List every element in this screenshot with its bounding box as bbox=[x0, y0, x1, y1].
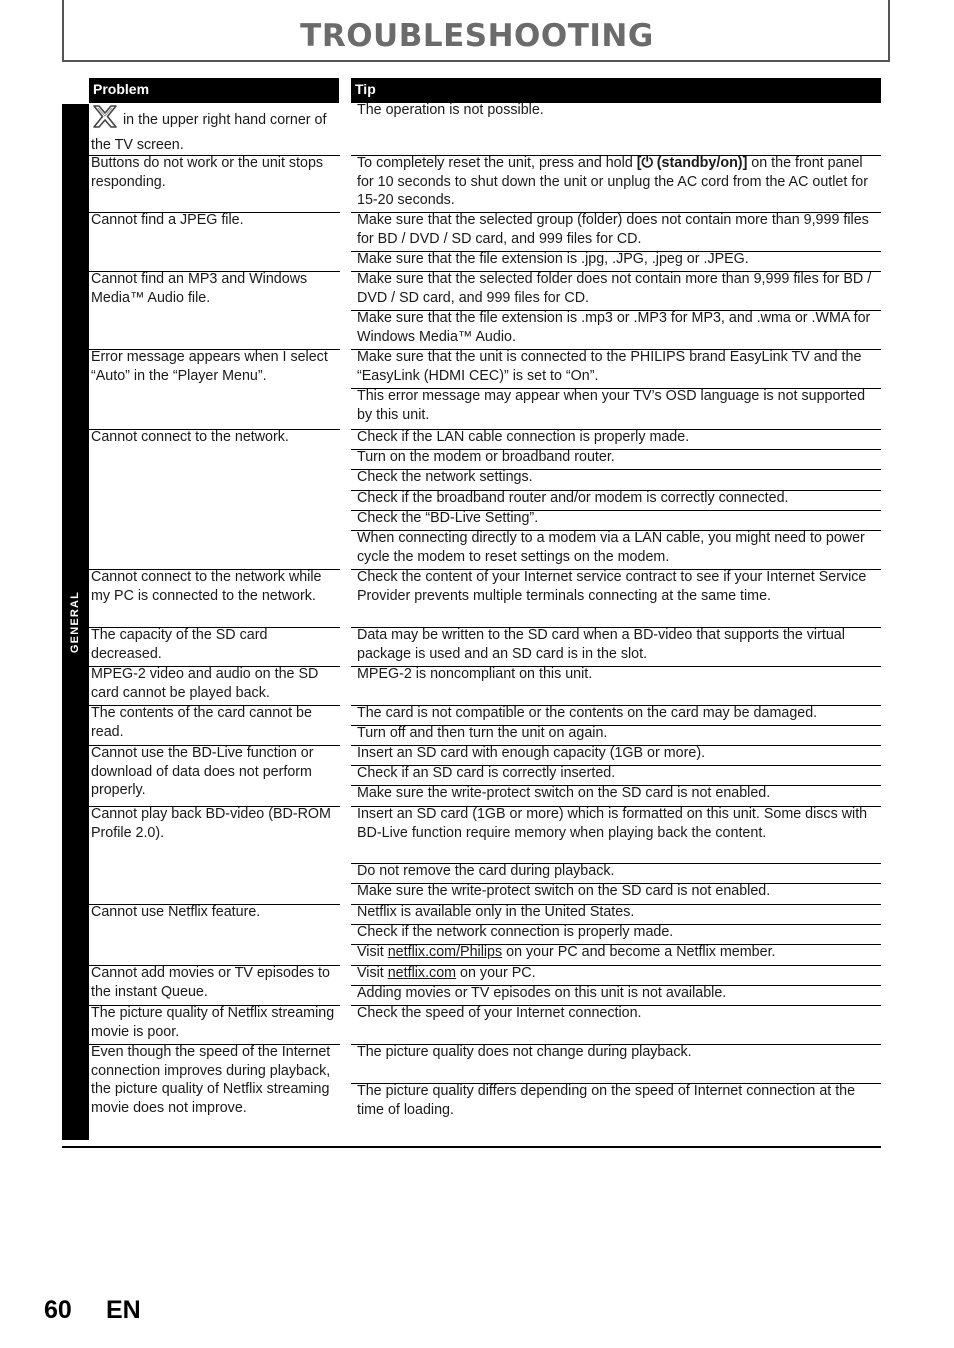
tip-text: Insert an SD card (1GB or more) which is formatted on this unit. Some discs with BD-Live function require memory when playing back the content. bbox=[357, 806, 868, 841]
tip-text: When connecting directly to a modem via a LAN cable, you might need to power cycle the modem to reset settings on the modem. bbox=[357, 530, 865, 565]
problem-cell: The contents of the card cannot be read. bbox=[91, 705, 312, 740]
tip-text: This error message may appear when your TV’s OSD language is not supported by this unit. bbox=[357, 388, 866, 423]
tip-text bbox=[357, 154, 881, 210]
tip-text: MPEG-2 is noncompliant on this unit. bbox=[357, 666, 593, 682]
standby-button-label: [⏻ (standby/on)] bbox=[636, 155, 748, 171]
column-header-problem: Problem bbox=[89, 78, 339, 103]
page-title: TROUBLESHOOTING bbox=[300, 18, 654, 54]
tip-text: The card is not compatible or the contents on the card may be damaged. bbox=[357, 705, 818, 721]
tip-text: The picture quality differs depending on the speed of Internet connection at the time of loading. bbox=[357, 1083, 856, 1118]
tip-text: Make sure that the file extension is .mp3 or .MP3 for MP3, and .wma or .WMA for Windows Media™ Audio. bbox=[357, 310, 871, 345]
tip-text: Make sure that the selected folder does not contain more than 9,999 files for BD / DVD / SD card, and 999 files for CD. bbox=[357, 271, 872, 306]
netflix-link[interactable]: netflix.com/Philips bbox=[387, 944, 503, 960]
problem-cell bbox=[91, 104, 339, 154]
tip-text: Turn on the modem or broadband router. bbox=[357, 449, 615, 465]
tip-text: Insert an SD card with enough capacity (1GB or more). bbox=[357, 745, 706, 761]
column-header-tip: Tip bbox=[351, 78, 881, 103]
problem-cell: Cannot find a JPEG file. bbox=[91, 212, 244, 228]
tip-text-part: on your PC. bbox=[456, 965, 536, 981]
tip-text: The operation is not possible. bbox=[357, 102, 544, 118]
tip-text-part: Visit bbox=[357, 944, 388, 960]
tip-text: Check the content of your Internet service contract to see if your Internet Service Provider prevents multiple terminals connecting at the same time. bbox=[357, 569, 867, 604]
problem-cell: Even though the speed of the Internet connection improves during playback, the picture quality of Netflix streaming movie does not improve. bbox=[91, 1044, 331, 1116]
tip-text: Adding movies or TV episodes on this unit is not available. bbox=[357, 985, 727, 1001]
table-bottom-rule bbox=[62, 1146, 881, 1148]
problem-cell: Cannot find an MP3 and Windows Media™ Audio file. bbox=[91, 271, 308, 306]
tip-text: Turn off and then turn the unit on again. bbox=[357, 725, 608, 741]
problem-cell: Cannot connect to the network while my PC is connected to the network. bbox=[91, 569, 322, 604]
problem-cell: Cannot add movies or TV episodes to the instant Queue. bbox=[91, 965, 330, 1000]
tip-text: Check if an SD card is correctly inserted. bbox=[357, 765, 616, 781]
tip-text: Check if the broadband router and/or modem is correctly connected. bbox=[357, 490, 789, 506]
tip-text bbox=[357, 943, 881, 962]
tip-text: Do not remove the card during playback. bbox=[357, 863, 615, 879]
problem-cell: The picture quality of Netflix streaming movie is poor. bbox=[91, 1005, 335, 1040]
tip-text: Make sure that the unit is connected to the PHILIPS brand EasyLink TV and the “EasyLink (HDMI CEC)” is set to “On”. bbox=[357, 349, 862, 384]
problem-cell: Cannot use Netflix feature. bbox=[91, 904, 261, 920]
tip-text: Data may be written to the SD card when a BD-video that supports the virtual package is used and an SD card is in the slot. bbox=[357, 627, 845, 662]
problem-cell: Cannot play back BD-video (BD-ROM Profile 2.0). bbox=[91, 806, 331, 841]
netflix-link[interactable]: netflix.com bbox=[387, 965, 457, 981]
problem-cell: MPEG-2 video and audio on the SD card cannot be played back. bbox=[91, 666, 319, 701]
tip-text: Check the “BD-Live Setting”. bbox=[357, 510, 539, 526]
problem-cell: Cannot use the BD-Live function or download of data does not perform properly. bbox=[91, 745, 314, 799]
tip-text: The picture quality does not change during playback. bbox=[357, 1044, 692, 1060]
tip-text: Check the network settings. bbox=[357, 469, 533, 485]
x-mark-icon bbox=[91, 104, 119, 136]
tip-text-part: Visit bbox=[357, 965, 388, 981]
tip-text: Check if the LAN cable connection is properly made. bbox=[357, 429, 690, 445]
tip-text: Make sure the write-protect switch on the SD card is not enabled. bbox=[357, 883, 771, 899]
problem-cell: Error message appears when I select “Auto” in the “Player Menu”. bbox=[91, 349, 328, 384]
page-number: 60 bbox=[44, 1296, 72, 1324]
tip-text: Netflix is available only in the United States. bbox=[357, 904, 635, 920]
problem-text: in the upper right hand corner of the TV screen. bbox=[91, 112, 327, 153]
problem-cell: Buttons do not work or the unit stops responding. bbox=[91, 155, 324, 190]
tip-text: Make sure that the selected group (folder) does not contain more than 9,999 files for BD / DVD / SD card, and 999 files for CD. bbox=[357, 212, 869, 247]
problem-cell: The capacity of the SD card decreased. bbox=[91, 627, 268, 662]
tip-text-part: on your PC and become a Netflix member. bbox=[502, 944, 776, 960]
tip-text bbox=[357, 964, 881, 983]
tip-text-part: To completely reset the unit, press and hold bbox=[357, 155, 637, 171]
tip-text-part: on the front panel for 10 seconds to shut down the unit or unplug the AC cord from the AC outlet for 15-20 seconds. bbox=[357, 155, 869, 209]
tip-text: Make sure the write-protect switch on the SD card is not enabled. bbox=[357, 785, 771, 801]
page-language: EN bbox=[106, 1296, 141, 1324]
tip-text: Check if the network connection is properly made. bbox=[357, 924, 674, 940]
tip-text: Make sure that the file extension is .jpg, .JPG, .jpeg or .JPEG. bbox=[357, 251, 749, 267]
tip-text: Check the speed of your Internet connection. bbox=[357, 1005, 642, 1021]
problem-cell: Cannot connect to the network. bbox=[91, 429, 289, 445]
